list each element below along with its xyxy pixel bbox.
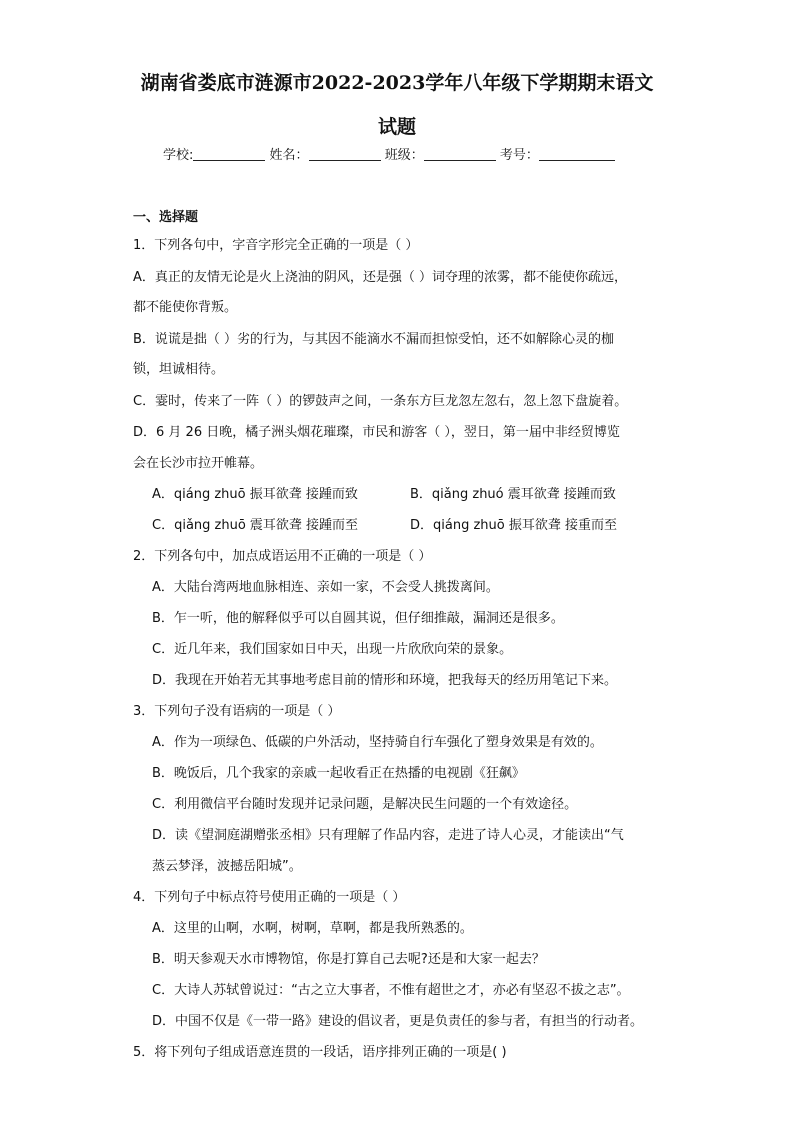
question-1-choice-d-cont: 会在长沙市拉开帷幕。 (133, 456, 264, 471)
question-2-stem: 2．下列各句中，加点成语运用不正确的一项是（ ） (133, 549, 432, 564)
question-1-choice-c: C．霎时，传来了一阵（ ）的锣鼓声之间，一条东方巨龙忽左忽右，忽上忽下盘旋着。 (133, 394, 628, 409)
question-2-option-c: C．近几年来，我们国家如日中天，出现一片欣欣向荣的景象。 (152, 642, 513, 657)
question-4-option-a: A．这里的山啊，水啊，树啊，草啊，都是我所熟悉的。 (152, 921, 473, 936)
question-3-option-d: D．读《望洞庭湖赠张丞相》只有理解了作品内容，走进了诗人心灵，才能读出“气 (152, 828, 624, 843)
number-label: 考号： (499, 148, 539, 163)
class-label: 班级： (384, 148, 424, 163)
student-info-row (163, 144, 615, 163)
class-blank[interactable] (424, 147, 496, 161)
question-3-option-c: C．利用微信平台随时发现并记录问题，是解决民生问题的一个有效途径。 (152, 797, 578, 812)
question-1-option-b: B．qiǎng zhuó 震耳欲聋 接踵而致 (410, 487, 616, 502)
page-title-line1: 湖南省娄底市涟源市2022-2023学年八年级下学期期末语文 (140, 72, 654, 94)
question-2-option-d: D．我现在开始若无其事地考虑目前的情形和环境，把我每天的经历用笔记下来。 (152, 673, 618, 688)
question-1-choice-b: B．说谎是拙（ ）劣的行为，与其因不能滴水不漏而担惊受怕，还不如解除心灵的枷 (133, 332, 615, 347)
question-3-option-b: B．晚饭后，几个我家的亲戚一起收看正在热播的电视剧《狂飙》 (152, 766, 525, 781)
question-2-option-b: B．乍一听，他的解释似乎可以自圆其说，但仔细推敲，漏洞还是很多。 (152, 611, 564, 626)
section-heading: 一、选择题 (133, 210, 199, 225)
school-blank[interactable] (193, 147, 265, 161)
question-1-option-d: D．qiáng zhuō 振耳欲聋 接重而至 (410, 518, 617, 533)
question-3-stem: 3．下列句子没有语病的一项是（ ） (133, 704, 341, 719)
question-3-option-a: A．作为一项绿色、低碳的户外活动，坚持骑自行车强化了塑身效果是有效的。 (152, 735, 603, 750)
question-1-choice-a-cont: 都不能使你背叛。 (133, 300, 238, 315)
question-3-option-d-cont: 蒸云梦泽，波撼岳阳城”。 (152, 859, 302, 874)
question-4-option-b: B．明天参观天水市博物馆，你是打算自己去呢?还是和大家一起去？ (152, 952, 545, 967)
question-1-choice-d: D．6 月 26 日晚，橘子洲头烟花璀璨，市民和游客（ ），翌日，第一届中非经贸博览 (133, 425, 620, 440)
question-1-stem: 1．下列各句中，字音字形完全正确的一项是（ ） (133, 238, 419, 253)
question-4-option-d: D．中国不仅是《一带一路》建设的倡议者，更是负责任的参与者，有担当的行动者。 (152, 1014, 644, 1029)
question-1-option-a: A．qiáng zhuō 振耳欲聋 接踵而致 (152, 487, 358, 502)
name-blank[interactable] (309, 147, 381, 161)
number-blank[interactable] (539, 147, 615, 161)
question-4-stem: 4．下列句子中标点符号使用正确的一项是（ ） (133, 890, 406, 905)
question-4-option-c: C．大诗人苏轼曾说过：“古之立大事者，不惟有超世之才，亦必有坚忍不拔之志”。 (152, 983, 630, 998)
question-1-option-c: C．qiǎng zhuō 震耳欲聋 接踵而至 (152, 518, 359, 533)
question-1-choice-b-cont: 锁，坦诚相待。 (133, 362, 225, 377)
school-label: 学校: (163, 148, 194, 163)
name-label: 姓名： (269, 148, 309, 163)
question-5-stem: 5．将下列句子组成语意连贯的一段话，语序排列正确的一项是( ) (133, 1045, 507, 1060)
page-title-line2: 试题 (377, 116, 416, 138)
question-2-option-a: A．大陆台湾两地血脉相连、亲如一家，不会受人挑拨离间。 (152, 580, 499, 595)
question-1-choice-a: A．真正的友情无论是火上浇油的阴风，还是强（ ）词夺理的浓雾，都不能使你疏远， (133, 270, 628, 285)
